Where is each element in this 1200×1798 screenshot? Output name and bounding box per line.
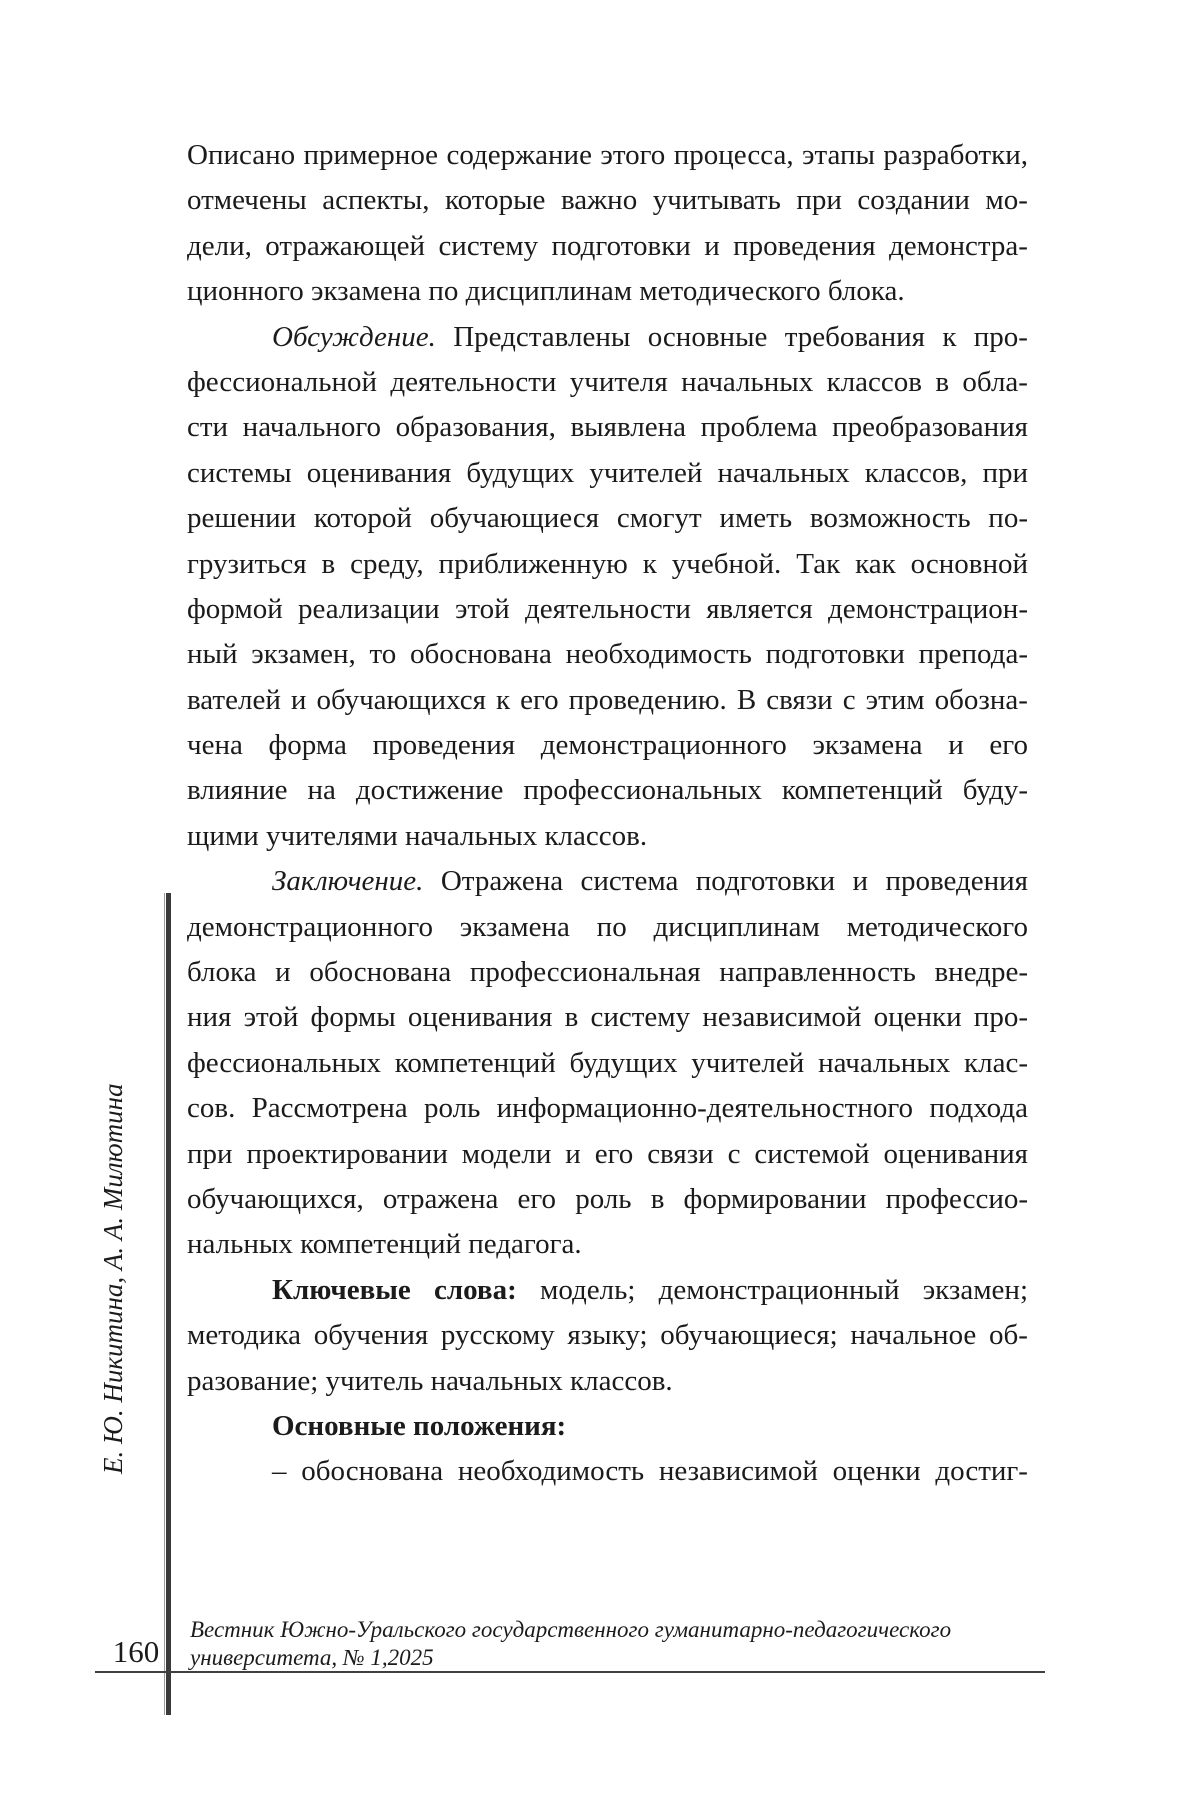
text-word: проведения — [885, 865, 1028, 898]
text-word: начального — [242, 411, 382, 444]
text-word: направленность — [719, 956, 916, 989]
text-word: учителей — [691, 1046, 805, 1079]
text-word: системой — [754, 1137, 870, 1170]
text-word: Обсуждение. — [272, 320, 436, 353]
text-word: процесса, — [673, 139, 794, 171]
text-word: подготовки — [695, 865, 836, 898]
text-word: при — [982, 456, 1028, 489]
text-word: независимой — [658, 1455, 818, 1488]
text-word: начальных — [818, 1046, 951, 1079]
text-word: начальных — [717, 456, 850, 489]
text-word: обучающиеся; — [660, 1319, 838, 1352]
abstract-text-block — [187, 133, 1028, 1495]
text-word: среду, — [350, 547, 424, 580]
text-word: обла- — [962, 365, 1028, 398]
text-line — [187, 1132, 1028, 1177]
text-word: основные — [647, 320, 768, 353]
text-word: мо- — [985, 184, 1028, 217]
journal-footer — [190, 1616, 1050, 1671]
text-word: отмечены — [187, 184, 307, 217]
journal-footer-line1: Вестник Южно-Уральского государственного гуманитарно-педагогического — [190, 1617, 952, 1642]
text-run: щими учителями начальных классов. — [187, 819, 648, 852]
text-line — [187, 632, 1028, 677]
text-word: В — [736, 683, 757, 716]
text-word: про- — [973, 320, 1028, 353]
text-word: слова: — [434, 1273, 517, 1306]
authors-sidebar-label: Е. Ю. Никитина, А. А. Милютина — [98, 1083, 128, 1474]
text-word: компетенций — [394, 1046, 556, 1079]
left-vertical-rule — [164, 893, 171, 1715]
text-word: Так — [796, 547, 841, 580]
text-word: демонстрацион- — [828, 592, 1028, 625]
text-word: в — [564, 1001, 579, 1034]
text-word: и — [704, 229, 720, 262]
text-word: начальных — [681, 365, 814, 398]
text-line — [187, 224, 1028, 269]
text-word: содержание — [446, 139, 592, 171]
text-word: Описано — [187, 139, 296, 171]
text-line — [187, 315, 1028, 360]
text-word: русскому — [440, 1319, 555, 1352]
text-word: классов — [826, 365, 922, 398]
text-word: демонстрационного — [540, 729, 787, 762]
text-word: по- — [988, 502, 1028, 535]
text-word: фессиональной — [187, 365, 378, 398]
text-word: об- — [989, 1319, 1028, 1352]
text-line — [187, 1359, 1028, 1404]
text-word: деятельности — [524, 592, 691, 625]
text-line — [187, 1177, 1028, 1222]
text-word: влияние — [187, 774, 288, 807]
text-word: методика — [187, 1319, 301, 1352]
text-line — [187, 269, 1028, 314]
text-word: его — [594, 1137, 634, 1170]
text-word: обоснована — [309, 956, 452, 989]
text-word: ный — [187, 638, 238, 671]
text-word: учителей — [589, 456, 703, 489]
text-word: ния — [187, 1001, 232, 1034]
text-word: этой — [454, 592, 510, 625]
text-line — [187, 178, 1028, 223]
text-word: препода- — [918, 638, 1028, 671]
text-word: профессио- — [885, 1182, 1028, 1215]
text-line — [187, 587, 1028, 632]
text-word: модели — [461, 1137, 552, 1170]
text-word: связи — [647, 1137, 714, 1170]
text-word: важно — [560, 184, 638, 217]
text-word: клас- — [964, 1046, 1028, 1079]
text-line — [187, 360, 1028, 405]
page-number: 160 — [112, 1634, 160, 1669]
text-word: реализации — [297, 592, 440, 625]
text-line — [187, 995, 1028, 1040]
text-word: аспекты, — [322, 184, 430, 217]
text-line — [187, 496, 1028, 541]
text-word: с — [727, 1137, 741, 1170]
text-word: дисциплинам — [653, 910, 820, 943]
text-word: учитывать — [652, 184, 781, 217]
text-word: роль — [424, 1092, 481, 1125]
text-word: методического — [846, 910, 1028, 943]
text-word: проведения — [372, 729, 516, 762]
text-word: экзамен; — [922, 1273, 1028, 1306]
text-word: преобразования — [832, 411, 1028, 444]
text-run: ционного экзамена по дисциплинам методического блока. — [187, 275, 905, 308]
text-word: в — [321, 547, 336, 580]
text-word: формировании — [683, 1182, 867, 1215]
text-word: Рассмотрена — [251, 1092, 408, 1125]
text-word: проведения — [733, 229, 876, 262]
text-line — [187, 814, 1028, 859]
text-line — [187, 542, 1028, 587]
text-word: разработки, — [883, 139, 1028, 171]
text-word: экзамена — [459, 910, 570, 943]
text-run: разование; учитель начальных классов. — [187, 1364, 673, 1397]
text-line — [187, 405, 1028, 450]
text-word: систему — [590, 1001, 691, 1034]
text-line — [187, 678, 1028, 723]
text-word: необходимость — [565, 638, 752, 671]
text-word: на — [307, 774, 336, 807]
text-word: в — [935, 365, 950, 398]
text-word: профессиональная — [469, 956, 701, 989]
text-word: форма — [268, 729, 347, 762]
text-word: роль — [575, 1182, 632, 1215]
text-word: с — [842, 683, 856, 716]
text-line — [187, 1404, 1028, 1449]
text-word: и — [852, 865, 869, 898]
text-word: то — [369, 638, 397, 671]
text-line — [187, 133, 1028, 178]
text-word: этой — [243, 1001, 299, 1034]
text-word: при — [187, 1137, 233, 1170]
text-word: в — [650, 1182, 665, 1215]
text-word: по — [596, 910, 627, 943]
text-word: примерное — [303, 139, 439, 171]
journal-footer-line2: университета, № 1,2025 — [190, 1644, 434, 1670]
text-word: приближенную — [438, 547, 628, 580]
text-word: блока — [187, 956, 257, 989]
text-word: отражена — [382, 1182, 499, 1215]
text-word: начальное — [850, 1319, 977, 1352]
text-line — [187, 723, 1028, 768]
text-word: иметь — [719, 502, 793, 535]
text-line — [187, 451, 1028, 496]
text-word: подготовки — [765, 638, 905, 671]
text-word: языку; — [567, 1319, 648, 1352]
text-word: и — [275, 956, 291, 989]
text-word: при — [796, 184, 842, 217]
text-word: и — [565, 1137, 581, 1170]
text-word: Представлены — [453, 320, 631, 353]
text-word: демонстрационного — [187, 910, 434, 943]
text-line — [187, 1313, 1028, 1358]
text-word: демонстрационный — [658, 1273, 900, 1306]
text-run: нальных компетенций педагога. — [187, 1228, 582, 1261]
text-word: его — [520, 683, 559, 716]
text-word: дели, — [187, 229, 252, 262]
text-word: проблема — [700, 411, 818, 444]
text-word: оценивания — [883, 1137, 1028, 1170]
text-word: к — [942, 320, 957, 353]
text-word: обучающиеся — [429, 502, 600, 535]
text-word: профессиональных — [523, 774, 762, 807]
text-line — [187, 1222, 1028, 1267]
text-word: обучающихся — [316, 683, 486, 716]
text-word: основной — [910, 547, 1028, 580]
text-word: независимой — [702, 1001, 862, 1034]
text-word: Заключение. — [272, 865, 424, 898]
text-line — [187, 1449, 1028, 1494]
text-word: формы — [310, 1001, 396, 1034]
text-word: обучающихся, — [187, 1182, 364, 1215]
text-word: достижение — [355, 774, 504, 807]
text-word: демонстра- — [889, 229, 1028, 262]
text-word: как — [855, 547, 896, 580]
text-word: этого — [600, 139, 666, 171]
text-word: решении — [187, 502, 297, 535]
text-word: Отражена — [440, 865, 564, 898]
text-word: необходимость — [457, 1455, 645, 1488]
text-word: оценивания — [407, 1001, 553, 1034]
text-word: отражающей — [265, 229, 426, 262]
text-word: является — [706, 592, 813, 625]
text-word: оценки — [832, 1455, 921, 1488]
text-line — [187, 768, 1028, 813]
text-word: будущих — [466, 456, 575, 489]
text-word: к — [495, 683, 511, 716]
text-word: будущих — [569, 1046, 678, 1079]
text-word: которые — [445, 184, 546, 217]
text-word: про- — [973, 1001, 1028, 1034]
text-word: подхода — [929, 1092, 1028, 1125]
text-line — [187, 950, 1028, 995]
text-word: и — [290, 683, 307, 716]
text-word: создании — [857, 184, 970, 217]
text-word: учителя — [569, 365, 668, 398]
text-word: выявлена — [570, 411, 686, 444]
text-word: компетенций — [781, 774, 943, 807]
text-word: его — [989, 729, 1028, 762]
text-word: обоснована — [409, 638, 552, 671]
footer-horizontal-rule — [95, 1671, 1045, 1673]
text-word: модель; — [539, 1273, 636, 1306]
text-line — [187, 859, 1028, 904]
text-word: этим — [865, 683, 925, 716]
text-line — [187, 905, 1028, 950]
text-word: достиг- — [935, 1455, 1028, 1488]
text-word: информационно-деятельностного — [496, 1092, 913, 1125]
text-word: проведению. — [568, 683, 727, 716]
text-word: экзамена — [812, 729, 923, 762]
text-word: сти — [187, 411, 229, 444]
text-word: этапы — [802, 139, 875, 171]
text-word: обучения — [313, 1319, 429, 1352]
text-word: смогут — [616, 502, 702, 535]
text-word: обоснована — [301, 1455, 444, 1488]
text-word: связи — [766, 683, 833, 716]
text-word: оценки — [873, 1001, 962, 1034]
text-word: которой — [313, 502, 412, 535]
text-word: буду- — [962, 774, 1028, 807]
text-word: оценивания — [306, 456, 452, 489]
text-word: внедре- — [934, 956, 1028, 989]
text-line — [187, 1041, 1028, 1086]
text-word: сов. — [187, 1092, 236, 1125]
text-word: экзамен, — [251, 638, 356, 671]
text-word: деятельности — [390, 365, 557, 398]
text-word: подготовки — [551, 229, 691, 262]
text-word: образования, — [395, 411, 556, 444]
text-word: требования — [784, 320, 925, 353]
text-word: системы — [187, 456, 292, 489]
text-word: систему — [438, 229, 539, 262]
text-word: формой — [187, 592, 283, 625]
text-word: вателей — [187, 683, 281, 716]
text-word: чена — [187, 729, 243, 762]
text-word: его — [517, 1182, 557, 1215]
text-word: система — [580, 865, 679, 898]
text-word: и — [948, 729, 964, 762]
text-run: Основные положения: — [272, 1409, 567, 1442]
text-word: к — [642, 547, 657, 580]
text-word: обозна- — [934, 683, 1028, 716]
text-word: Ключевые — [272, 1273, 411, 1306]
text-word: фессиональных — [187, 1046, 381, 1079]
text-word: – — [272, 1455, 287, 1488]
text-word: проектировании — [246, 1137, 448, 1170]
text-line — [187, 1268, 1028, 1313]
text-word: грузиться — [187, 547, 307, 580]
text-word: классов, — [864, 456, 968, 489]
text-word: учебной. — [671, 547, 782, 580]
text-word: возможность — [809, 502, 971, 535]
text-line — [187, 1086, 1028, 1131]
